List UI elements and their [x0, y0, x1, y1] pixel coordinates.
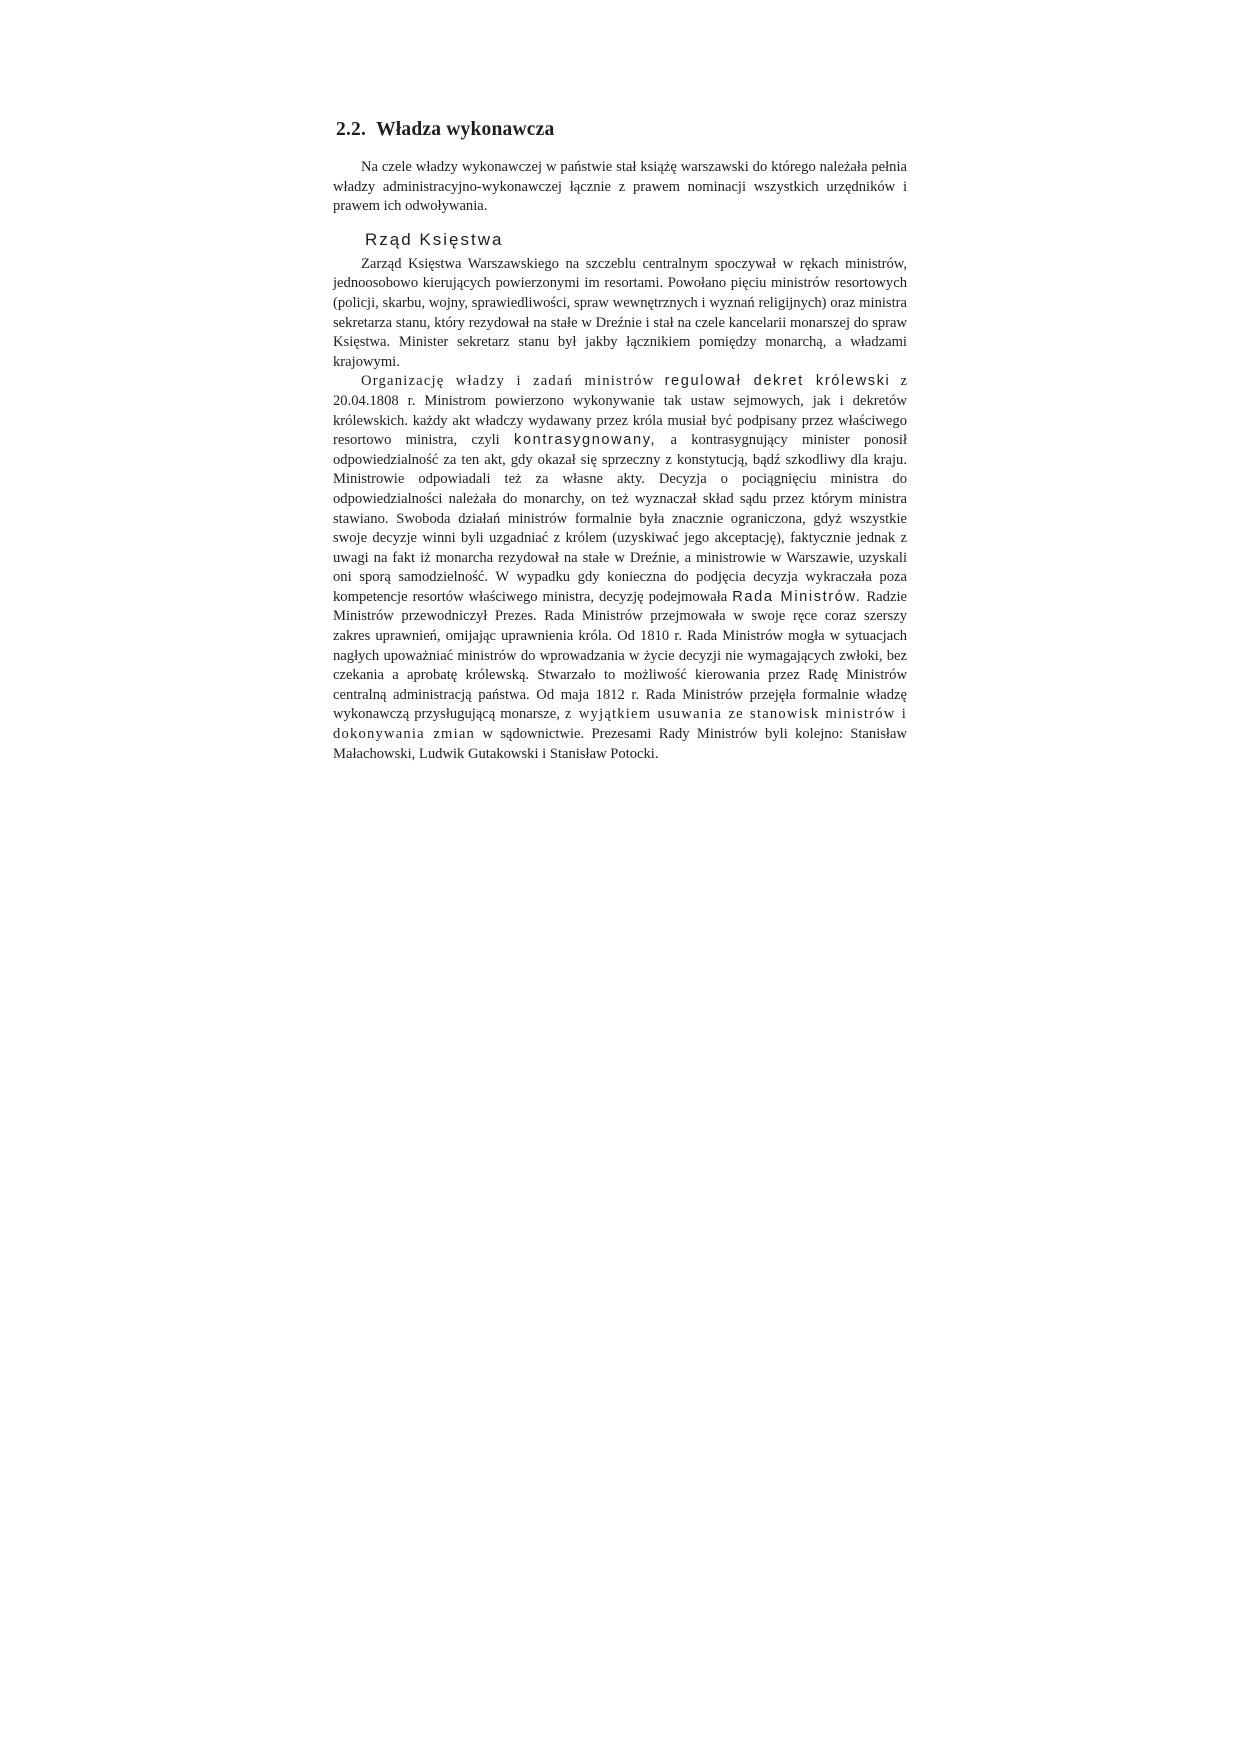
p2-text-1: z 20.04.1808 r. Ministrom powierzono wykonywanie tak ustaw sejmowych, jak i dekretów królewskich. każdy akt władczy wydawany przez króla musiał być podpisany przez właściwego resortowo ministra, czyli	[333, 373, 907, 449]
subsection-title: Rząd Księstwa	[365, 229, 504, 249]
p2-council: Rada Ministrów.	[732, 588, 862, 605]
p2-decree: regulował dekret królewski	[664, 373, 891, 390]
p2-countersigned: kontrasygnowany,	[514, 432, 657, 449]
p2-text-2: a kontrasygnujący minister ponosił odpowiedzialność za ten akt, gdy okazał się sprzeczny z konstytucją, bądź szkodliwy dla kraju. Ministrowie odpowiadali też za własne akty. Decyzja o pociągnięciu ministra do odpowiedzialności należała do monarchy, on też wyznaczał skład sądu przez którym ministra stawiano. Swoboda działań ministrów formalnie była znacznie ograniczona, gdyż wszystkie swoje decyzje winni byli uzgadniać z królem (uzyskiwać jego akceptację), faktycznie jednak z uwagi na fakt iż monarcha rezydował na stałe w Dreźnie, a ministrowie w Warszawie, uzyskali oni sporą samodzielność. W wypadku gdy konieczna do podjęcia decyzja wykraczała poza kompetencje resortów właściwego ministra, decyzję podejmowała	[333, 432, 908, 605]
p2-exception: z wyjątkiem usuwania ze stanowisk ministrów i dokonywania zmian	[333, 706, 907, 743]
section-title	[336, 118, 907, 142]
p2-lead: Organizację władzy i zadań ministrów	[361, 373, 655, 390]
intro-paragraph: Na czele władzy wykonawczej w państwie stał książę warszawski do którego należała pełnia władzy administracyjno-wykonawczej łącznie z prawem nominacji wszystkich urzędników i prawem ich odwoływania.	[333, 159, 907, 215]
section-number: 2.2.	[336, 119, 367, 140]
paragraph-organization	[333, 372, 907, 764]
section-title-text: Władza wykonawcza	[376, 119, 555, 140]
paragraph-ministers: Zarząd Księstwa Warszawskiego na szczeblu centralnym spoczywał w rękach ministrów, jednoosobowo kierujących powierzonymi im resortami. Powołano pięciu ministrów resortowych (policji, skarbu, wojny, sprawiedliwości, spraw wewnętrznych i wyznań religijnych) oraz ministra sekretarza stanu, który rezydował na stałe w Dreźnie i stał na czele kancelarii monarszej do spraw Księstwa. Minister sekretarz stanu był jakby łącznikiem pomiędzy monarchą, a władzami krajowymi.	[333, 255, 907, 370]
document-page	[333, 118, 907, 764]
p2-text-4: w sądownictwie. Prezesami Rady Ministrów byli kolejno: Stanisław Małachowski, Ludwik Gutakowski i Stanisław Potocki.	[333, 726, 908, 762]
p2-text-3: Radzie Ministrów przewodniczył Prezes. Rada Ministrów przejmowała w swoje ręce coraz szerszy zakres uprawnień, omijając uprawnienia króla. Od 1810 r. Rada Ministrów mogła w sytuacjach nagłych upoważniać ministrów do wprowadzania w życie decyzji nie wymagających zwłoki, bez czekania a aprobatę królewską. Stwarzało to możliwość kierowania przez Radę Ministrów centralną administracją państwa. Od maja 1812 r. Rada Ministrów przejęła formalnie władzę wykonawczą przysługującą monarsze,	[333, 588, 907, 723]
